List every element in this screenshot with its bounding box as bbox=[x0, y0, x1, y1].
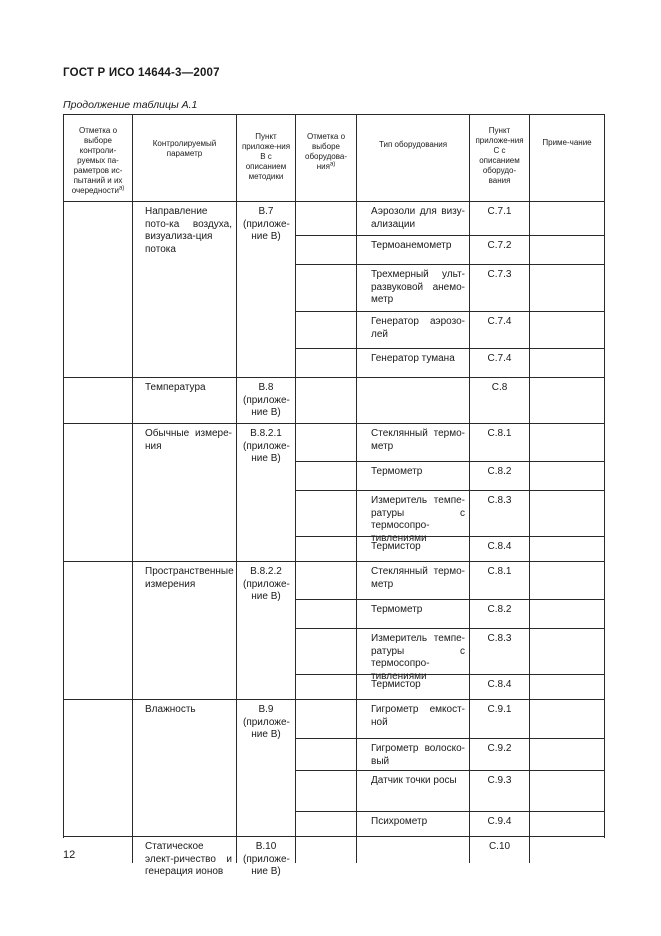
note-cell bbox=[530, 837, 604, 863]
mark-equipment-cell bbox=[296, 739, 357, 771]
mark-equipment-cell bbox=[296, 202, 357, 236]
mark-equipment-cell bbox=[296, 562, 357, 600]
equipment-type-cell bbox=[357, 236, 470, 265]
annex-c-ref-cell bbox=[470, 462, 530, 491]
param-cell bbox=[133, 424, 237, 562]
header-mark-params-text: Отметка о выборе контроли-руемых па-раметров ис-пытаний и их очередности bbox=[71, 126, 123, 195]
mark-equipment-cell bbox=[296, 462, 357, 491]
method-text: В.8.2.1 (приложе-ние В) bbox=[243, 428, 290, 464]
method-text: В.8.2.2 (приложе-ние В) bbox=[243, 566, 290, 602]
equipment-type-cell-text: Стеклянный термо-метр bbox=[371, 566, 465, 590]
mark-equipment-cell bbox=[296, 312, 357, 349]
annex-c-ref-cell-text: С.9.1 bbox=[487, 704, 512, 715]
note-cell bbox=[530, 349, 604, 378]
annex-c-ref-cell bbox=[470, 700, 530, 739]
equipment-type-cell bbox=[357, 600, 470, 629]
note-cell bbox=[530, 675, 604, 700]
method-cell bbox=[237, 378, 296, 424]
mark-equipment-cell bbox=[296, 378, 357, 424]
mark-params-cell bbox=[64, 378, 133, 424]
method-text: В.10 (приложе-ние В) bbox=[243, 841, 290, 877]
param-cell bbox=[133, 700, 237, 837]
annex-c-ref-cell-text: С.10 bbox=[488, 841, 511, 852]
annex-c-ref-cell bbox=[470, 771, 530, 812]
mark-equipment-cell bbox=[296, 349, 357, 378]
annex-c-ref-cell-text: С.9.2 bbox=[487, 743, 512, 754]
header-annex-c bbox=[470, 115, 530, 202]
equipment-type-cell bbox=[357, 537, 470, 562]
note-cell bbox=[530, 600, 604, 629]
equipment-type-cell bbox=[357, 700, 470, 739]
equipment-type-cell bbox=[357, 312, 470, 349]
equipment-type-cell bbox=[357, 739, 470, 771]
equipment-type-cell-text: Термометр bbox=[371, 604, 423, 615]
header-equipment-type-text: Тип оборудования bbox=[378, 140, 448, 149]
note-cell bbox=[530, 462, 604, 491]
param-text: Температура bbox=[145, 382, 206, 393]
equipment-type-cell-text: Гигрометр емкост-ной bbox=[371, 704, 465, 728]
method-text: В.9 (приложе-ние В) bbox=[243, 704, 290, 740]
header-note-text: Приме-чание bbox=[542, 138, 592, 147]
annex-c-ref-cell bbox=[470, 202, 530, 236]
annex-c-ref-cell-text: С.7.4 bbox=[487, 316, 512, 327]
equipment-type-cell bbox=[357, 837, 470, 863]
header-annex-b-text: Пункт приложе-ния В с описанием методики bbox=[241, 132, 291, 181]
annex-c-ref-cell bbox=[470, 349, 530, 378]
annex-c-ref-cell bbox=[470, 312, 530, 349]
annex-c-ref-cell bbox=[470, 675, 530, 700]
annex-c-ref-cell-text: С.9.3 bbox=[487, 775, 512, 786]
method-cell bbox=[237, 837, 296, 877]
note-cell bbox=[530, 629, 604, 675]
equipment-type-cell bbox=[357, 629, 470, 682]
equipment-type-cell bbox=[357, 771, 470, 812]
note-cell bbox=[530, 236, 604, 265]
mark-equipment-cell bbox=[296, 675, 357, 700]
header-annex-b bbox=[237, 115, 296, 202]
annex-c-ref-cell-text: С.7.2 bbox=[487, 240, 512, 251]
note-cell bbox=[530, 537, 604, 562]
equipment-type-cell-text: Гигрометр волоско-вый bbox=[371, 743, 465, 767]
equipment-type-cell-text: Стеклянный термо-метр bbox=[371, 428, 465, 452]
mark-equipment-cell bbox=[296, 236, 357, 265]
note-cell bbox=[530, 312, 604, 349]
note-cell bbox=[530, 265, 604, 312]
equipment-type-cell-text: Датчик точки росы bbox=[371, 775, 457, 786]
equipment-type-cell bbox=[357, 562, 470, 600]
header-mark-equipment bbox=[296, 115, 357, 202]
equipment-type-cell bbox=[357, 812, 470, 837]
annex-c-ref-cell-text: С.8 bbox=[491, 382, 508, 393]
annex-c-ref-cell-text: С.8.4 bbox=[487, 679, 512, 690]
header-mark-params bbox=[64, 115, 133, 202]
mark-equipment-cell bbox=[296, 491, 357, 537]
method-text: В.7 (приложе-ние В) bbox=[243, 206, 290, 242]
annex-c-ref-cell bbox=[470, 236, 530, 265]
method-text: В.8 (приложе-ние В) bbox=[243, 382, 290, 418]
equipment-type-cell-text: Измеритель темпе-ратуры с термосопро-тивлениями bbox=[371, 633, 465, 682]
param-cell bbox=[133, 378, 237, 424]
annex-c-ref-cell-text: С.8.3 bbox=[487, 495, 512, 506]
method-cell bbox=[237, 202, 296, 378]
annex-c-ref-cell bbox=[470, 562, 530, 600]
mark-equipment-cell bbox=[296, 629, 357, 675]
annex-c-ref-cell bbox=[470, 837, 530, 863]
param-cell bbox=[133, 837, 237, 877]
mark-params-cell bbox=[64, 424, 133, 562]
method-cell bbox=[237, 700, 296, 837]
header-equipment-type bbox=[357, 115, 470, 202]
mark-equipment-cell bbox=[296, 424, 357, 462]
equipment-type-cell-text: Термометр bbox=[371, 466, 423, 477]
note-cell bbox=[530, 424, 604, 462]
note-cell bbox=[530, 700, 604, 739]
note-cell bbox=[530, 812, 604, 837]
header-param bbox=[133, 115, 237, 202]
equipment-type-cell-text: Измеритель темпе-ратуры с термосопро-тивлениями bbox=[371, 495, 465, 544]
table-caption: Продолжение таблицы А.1 bbox=[63, 99, 198, 111]
mark-equipment-cell bbox=[296, 265, 357, 312]
annex-c-ref-cell-text: С.8.2 bbox=[487, 604, 512, 615]
mark-params-cell bbox=[64, 562, 133, 700]
mark-params-cell bbox=[64, 202, 133, 378]
mark-equipment-cell bbox=[296, 700, 357, 739]
annex-c-ref-cell bbox=[470, 739, 530, 771]
equipment-type-cell-text: Аэрозоли для визу-ализации bbox=[371, 206, 465, 230]
equipment-type-cell bbox=[357, 491, 470, 544]
header-annex-c-text: Пункт приложе-ния С с описанием оборудо-вания bbox=[475, 126, 524, 185]
equipment-type-cell-text: Генератор аэрозо-лей bbox=[371, 316, 465, 340]
annex-c-ref-cell-text: С.8.2 bbox=[487, 466, 512, 477]
page-number: 12 bbox=[63, 849, 76, 861]
annex-c-ref-cell-text: С.7.4 bbox=[487, 353, 512, 364]
annex-c-ref-cell bbox=[470, 491, 530, 537]
equipment-type-cell-text: Психрометр bbox=[371, 816, 428, 827]
equipment-type-cell bbox=[357, 349, 470, 378]
mark-equipment-cell bbox=[296, 537, 357, 562]
equipment-type-cell-text: Трехмерный ульт-развуковой анемо-метр bbox=[371, 269, 465, 305]
equipment-type-cell bbox=[357, 462, 470, 491]
annex-c-ref-cell bbox=[470, 600, 530, 629]
header-mark-equipment-sup: а) bbox=[329, 161, 336, 168]
annex-c-ref-cell-text: С.7.3 bbox=[487, 269, 512, 280]
mark-equipment-cell bbox=[296, 837, 357, 863]
method-cell bbox=[237, 424, 296, 562]
param-text: Обычные измере-ния bbox=[145, 428, 232, 452]
annex-c-ref-cell-text: С.8.4 bbox=[487, 541, 512, 552]
annex-c-ref-cell bbox=[470, 378, 530, 424]
header-mark-equipment-text: Отметка о выборе оборудова-ния bbox=[305, 132, 347, 171]
header-mark-params-sup: а) bbox=[118, 185, 125, 192]
note-cell bbox=[530, 491, 604, 537]
param-cell bbox=[133, 562, 237, 700]
annex-c-ref-cell bbox=[470, 424, 530, 462]
annex-c-ref-cell bbox=[470, 265, 530, 312]
equipment-type-cell bbox=[357, 424, 470, 462]
mark-equipment-cell bbox=[296, 600, 357, 629]
annex-c-ref-cell bbox=[470, 812, 530, 837]
header-note bbox=[530, 115, 604, 202]
note-cell bbox=[530, 739, 604, 771]
note-cell bbox=[530, 378, 604, 424]
note-cell bbox=[530, 202, 604, 236]
equipment-type-cell bbox=[357, 675, 470, 700]
note-cell bbox=[530, 562, 604, 600]
equipment-type-cell bbox=[357, 202, 470, 236]
param-text: Статическое элект-ричество и генерация ионов bbox=[145, 841, 232, 877]
param-text: Пространственные измерения bbox=[145, 566, 234, 590]
annex-c-ref-cell-text: С.7.1 bbox=[487, 206, 512, 217]
annex-c-ref-cell-text: С.9.4 bbox=[487, 816, 512, 827]
note-cell bbox=[530, 771, 604, 812]
annex-c-ref-cell-text: С.8.1 bbox=[487, 566, 512, 577]
mark-params-cell bbox=[64, 700, 133, 837]
document-header: ГОСТ Р ИСО 14644-3—2007 bbox=[63, 67, 220, 79]
annex-c-ref-cell-text: С.8.3 bbox=[487, 633, 512, 644]
equipment-type-cell bbox=[357, 378, 470, 424]
mark-equipment-cell bbox=[296, 812, 357, 837]
param-text: Направление пото-ка воздуха, визуализа-ция потока bbox=[145, 206, 232, 255]
equipment-type-cell-text: Термоанемометр bbox=[371, 240, 452, 251]
annex-c-ref-cell bbox=[470, 629, 530, 675]
equipment-type-cell-text: Термистор bbox=[371, 541, 421, 552]
annex-c-ref-cell-text: С.8.1 bbox=[487, 428, 512, 439]
method-cell bbox=[237, 562, 296, 700]
equipment-type-cell-text: Генератор тумана bbox=[371, 353, 455, 364]
param-cell bbox=[133, 202, 237, 378]
annex-c-ref-cell bbox=[470, 537, 530, 562]
mark-equipment-cell bbox=[296, 771, 357, 812]
equipment-type-cell-text: Термистор bbox=[371, 679, 421, 690]
header-param-text: Контролируемый параметр bbox=[152, 139, 217, 158]
param-text: Влажность bbox=[145, 704, 196, 715]
equipment-type-cell bbox=[357, 265, 470, 312]
